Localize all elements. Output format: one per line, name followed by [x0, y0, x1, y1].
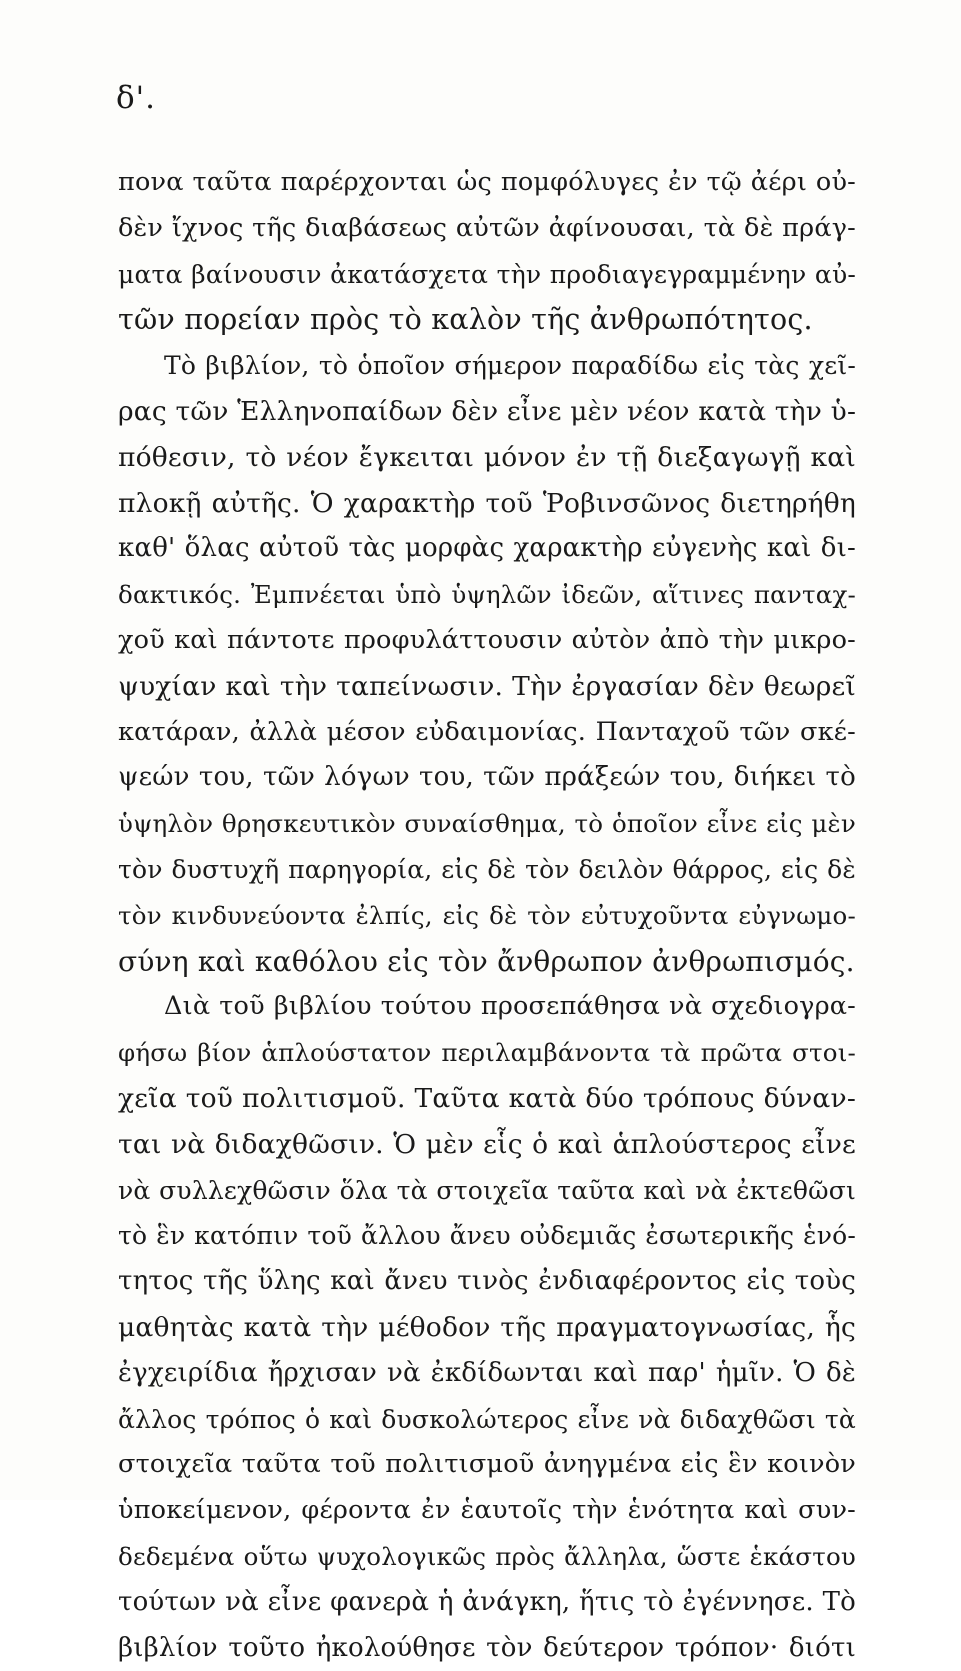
text-line: Διὰ τοῦ βιβλίου τούτου προσεπάθησα νὰ σχεδιογρα- — [118, 984, 856, 1030]
text-line: βιβλίον τοῦτο ἠκολούθησε τὸν δεύτερον τρόπον· διότι — [118, 1626, 856, 1671]
text-line: κατάραν, ἀλλὰ μέσον εὐδαιμονίας. Πανταχοῦ τῶν σκέ- — [118, 710, 856, 756]
text-line: τὸ ἓν κατόπιν τοῦ ἄλλου ἄνευ οὐδεμιᾶς ἐσωτερικῆς ἑνό- — [118, 1213, 856, 1259]
text-line: φήσω βίον ἁπλούστατον περιλαμβάνοντα τὰ πρῶτα στοι- — [118, 1030, 856, 1076]
text-line: δὲν ἴχνος τῆς διαβάσεως αὐτῶν ἀφίνουσαι, τὰ δὲ πράγ- — [118, 206, 856, 252]
body-text — [118, 160, 856, 1671]
text-line: τῶν πορείαν πρὸς τὸ καλὸν τῆς ἀνθρωπότητος. — [118, 297, 856, 343]
text-line: χοῦ καὶ πάντοτε προφυλάττουσιν αὐτὸν ἀπὸ τὴν μικρο- — [118, 618, 856, 664]
text-line: τούτων νὰ εἶνε φανερὰ ἡ ἀνάγκη, ἥτις τὸ ἐγέννησε. Τὸ — [118, 1580, 856, 1626]
text-line: μαθητὰς κατὰ τὴν μέθοδον τῆς πραγματογνωσίας, ἧς — [118, 1305, 856, 1351]
text-line: ματα βαίνουσιν ἀκατάσχετα τὴν προδιαγεγραμμένην αὐ- — [118, 252, 856, 298]
text-line: ἄλλος τρόπος ὁ καὶ δυσκολώτερος εἶνε νὰ διδαχθῶσι τὰ — [118, 1397, 856, 1443]
text-line: ψυχίαν καὶ τὴν ταπείνωσιν. Τὴν ἐργασίαν δὲν θεωρεῖ — [118, 664, 856, 710]
text-line: ὑποκείμενον, φέροντα ἐν ἑαυτοῖς τὴν ἑνότητα καὶ συν- — [118, 1488, 856, 1534]
text-line: ψεών του, τῶν λόγων του, τῶν πράξεών του, διήκει τὸ — [118, 755, 856, 801]
text-line: πόθεσιν, τὸ νέον ἔγκειται μόνον ἐν τῇ διεξαγωγῇ καὶ — [118, 435, 856, 481]
text-line: καθ' ὅλας αὐτοῦ τὰς μορφὰς χαρακτὴρ εὐγενὴς καὶ δι- — [118, 526, 856, 572]
text-line: ρας τῶν Ἑλληνοπαίδων δὲν εἶνε μὲν νέον κατὰ τὴν ὑ- — [118, 389, 856, 435]
text-line: τὸν κινδυνεύοντα ἐλπίς, εἰς δὲ τὸν εὐτυχοῦντα εὐγνωμο- — [118, 893, 856, 939]
text-line: ται νὰ διδαχθῶσιν. Ὁ μὲν εἷς ὁ καὶ ἁπλούστερος εἶνε — [118, 1122, 856, 1168]
text-line: ὑψηλὸν θρησκευτικὸν συναίσθημα, τὸ ὁποῖον εἶνε εἰς μὲν — [118, 801, 856, 847]
text-line: στοιχεῖα ταῦτα τοῦ πολιτισμοῦ ἀνηγμένα εἰς ἓν κοινὸν — [118, 1442, 856, 1488]
text-line: Τὸ βιβλίον, τὸ ὁποῖον σήμερον παραδίδω εἰς τὰς χεῖ- — [118, 343, 856, 389]
text-line: ἐγχειρίδια ἤρχισαν νὰ ἐκδίδωνται καὶ παρ' ἡμῖν. Ὁ δὲ — [118, 1351, 856, 1397]
text-line: πονα ταῦτα παρέρχονται ὡς πομφόλυγες ἐν τῷ ἀέρι οὐ- — [118, 160, 856, 206]
text-line: τητος τῆς ὕλης καὶ ἄνευ τινὸς ἐνδιαφέροντος εἰς τοὺς — [118, 1259, 856, 1305]
page-number: δ'. — [116, 80, 156, 116]
text-line: νὰ συλλεχθῶσιν ὅλα τὰ στοιχεῖα ταῦτα καὶ νὰ ἐκτεθῶσι — [118, 1168, 856, 1214]
text-line: πλοκῇ αὐτῆς. Ὁ χαρακτὴρ τοῦ Ῥοβινσῶνος διετηρήθη — [118, 481, 856, 527]
text-line: σύνη καὶ καθόλου εἰς τὸν ἄνθρωπον ἀνθρωπισμός. — [118, 939, 856, 985]
text-line: δακτικός. Ἐμπνέεται ὑπὸ ὑψηλῶν ἰδεῶν, αἵτινες πανταχ- — [118, 572, 856, 618]
text-line: τὸν δυστυχῆ παρηγορία, εἰς δὲ τὸν δειλὸν θάρρος, εἰς δὲ — [118, 847, 856, 893]
text-line: δεδεμένα οὕτω ψυχολογικῶς πρὸς ἄλληλα, ὥστε ἑκάστου — [118, 1534, 856, 1580]
text-line: χεῖα τοῦ πολιτισμοῦ. Ταῦτα κατὰ δύο τρόπους δύναν- — [118, 1076, 856, 1122]
